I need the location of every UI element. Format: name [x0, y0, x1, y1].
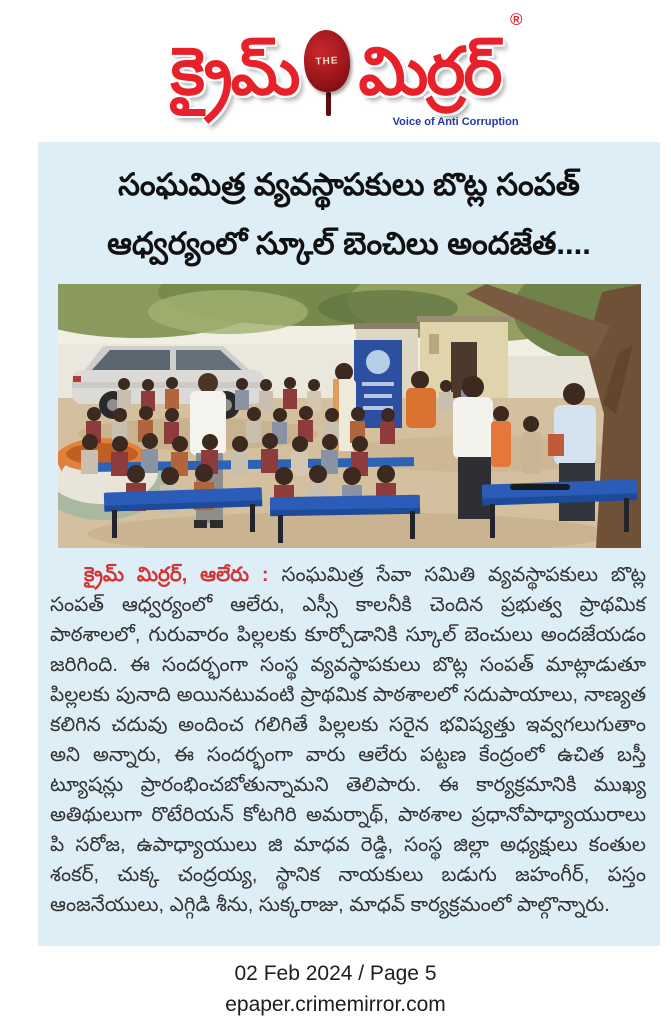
red-chair [548, 434, 564, 456]
footer-date-page: 02 Feb 2024 / Page 5 [234, 961, 437, 985]
headline-line1: సంఘమిత్ర వ్యవస్థాపకులు బొట్ల సంపత్ [118, 167, 580, 202]
registered-trademark-icon: ® [510, 10, 523, 29]
article-dateline: క్రైమ్ మిర్రర్, ఆలేరు : [84, 563, 269, 586]
mic-the-label: THE [315, 54, 340, 68]
microphone-stem [326, 92, 331, 116]
article-body [50, 560, 646, 942]
footer-website: epaper.crimemirror.com [225, 992, 446, 1016]
headline-line2: ఆధ్వర్యంలో స్కూల్ బెంచిలు అందజేత.... [107, 225, 591, 261]
microphone-icon [304, 30, 352, 118]
article-photo [58, 284, 641, 548]
headline [38, 142, 660, 278]
masthead [0, 0, 671, 142]
logo-tagline: Voice of Anti Corruption [392, 116, 519, 128]
crime-mirror-logo [170, 10, 523, 128]
article-text: సంఘమిత్ర సేవా సమితి వ్యవస్థాపకులు బొట్ల సంపత్ ఆధ్వర్యంలో ఆలేరు, ఎస్సీ కాలనీకి చెందిన ప్రభుత్వ ప్రాథమిక పాఠశాలలో, గురువారం పిల్లలకు కూర్చోడానికి స్కూల్ బెంచులు అందజేయడం జరిగింది. ఈ సందర్భంగా సంస్థ వ్యవస్థాపకులు బొట్ల సంపత్ మాట్లాడుతూ పిల్లలకు పునాది అయినటువంటి ప్రాథమిక పాఠశాలలో సదుపాయాలు, నాణ్యత కలిగిన చదువు అందించ గలిగితే పిల్లలకు సరైన భవిష్యత్తు ఇవ్వగలుగుతాం అని అన్నారు, ఈ సందర్భంగా వారు ఆలేరు పట్టణ కేంద్రంలో ఉచిత బస్తీ ట్యూషన్లు ప్రారంభించబోతున్నామని తెలిపారు. ఈ కార్యక్రమానికి ముఖ్య అతిథులుగా రొటేరియన్ కోటగిరి అమర్నాథ్, పాఠశాల ప్రధానోపాధ్యాయురాలు పి సరోజ, ఉపాధ్యాయులు జి మాధవ రెడ్డి, సంస్థ జిల్లా అధ్యక్షులు కంతుల శంకర్, చుక్క చంద్రయ్య, స్థానిక నాయకులు బడుగు జహంగీర్, పస్తం ఆంజనేయులు, ఎగ్గిడి శీను, సుక్కరాజు, మాధవ్ కార్యక్రమంలో పాల్గొన్నారు. [50, 563, 647, 916]
page-footer [0, 958, 671, 1020]
article-block [38, 142, 660, 946]
logo-title-right: మిర్రర్ [358, 34, 501, 108]
microphone-head [303, 29, 352, 93]
logo-title-left: క్రైమ్ [170, 34, 299, 108]
